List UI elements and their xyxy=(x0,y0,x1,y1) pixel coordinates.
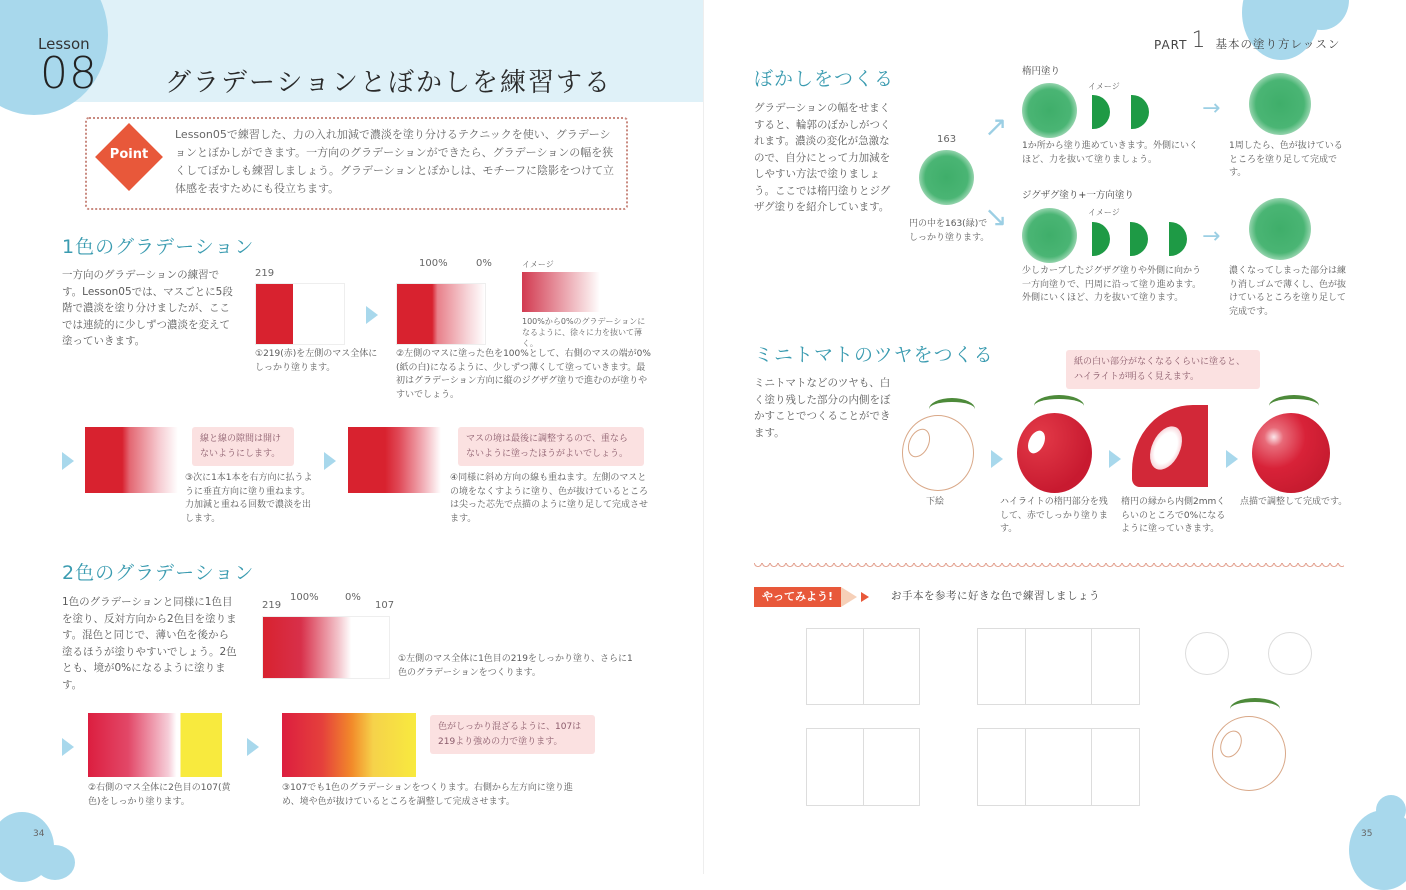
2c-step2-caption: ②右側のマス全体に2色目の107(黄色)をしっかり塗ります。 xyxy=(88,783,231,807)
swatch-2c-step2 xyxy=(88,713,222,777)
tomato-step3: 楕円の縁から内側2mmくらいのところで0%になるように塗っていきます。 xyxy=(1121,497,1226,534)
arrow-right-icon xyxy=(1226,450,1238,468)
tomato-step4: 点描で調整して完成です。 xyxy=(1240,497,1348,507)
swatch-step2 xyxy=(396,283,486,345)
green-circle-method2 xyxy=(1022,208,1077,263)
method2-title: ジグザグ塗り+一方向塗り xyxy=(1022,190,1134,201)
method1-title: 楕円塗り xyxy=(1022,66,1061,77)
tomato-red-1 xyxy=(1017,413,1092,493)
tomato-step2: ハイライトの楕円部分を残して、赤でしっかり塗ります。 xyxy=(1000,497,1108,534)
method2-image-label: イメージ xyxy=(1088,208,1120,217)
image-caption: 100%から0%のグラデーションになるように、徐々に力を抜いて薄く。 xyxy=(522,317,646,348)
tomato-leaves-icon xyxy=(1230,698,1280,720)
image-label: イメージ xyxy=(522,260,554,269)
practice-badge xyxy=(754,587,869,607)
method1-result: 1周したら、色が抜けているところを塗り足して完成です。 xyxy=(1229,141,1343,178)
section-heading-tomato: ミニトマトのツヤをつくる xyxy=(754,344,994,366)
label-100: 100% xyxy=(419,258,448,269)
lesson-label: Lesson xyxy=(38,35,90,53)
section2-intro: 1色のグラデーションと同様に1色目を塗り、反対方向から2色目を塗ります。混色と同じで、薄い色を後から塗るほうが塗りやすいでしょう。2色とも、境が0%になるように塗ります。 xyxy=(62,596,237,691)
color-code-163: 163 xyxy=(937,134,957,145)
swatch-step1 xyxy=(255,283,345,345)
tomato-step1: 下絵 xyxy=(926,497,945,507)
green-circle-method2-result xyxy=(1249,198,1311,260)
section-heading-1color: 1色のグラデーション xyxy=(62,236,255,258)
swatch-step3 xyxy=(85,427,178,493)
point-badge-label: Point xyxy=(109,147,149,162)
image-half-circle-4 xyxy=(1130,222,1148,256)
section1-intro: 一方向のグラデーションの練習です。Lesson05では、マスごとに5段階で濃淡を塗り分けましたが、ここでは連続的に少しずつ濃淡を変えて塗っていきます。 xyxy=(62,269,233,347)
practice-circle-2[interactable] xyxy=(1268,632,1312,675)
pencil-tip-icon xyxy=(841,587,857,607)
running-head-part: PART xyxy=(1154,38,1188,52)
swatch-step4 xyxy=(348,427,441,493)
practice-box-2col-2[interactable] xyxy=(806,728,920,806)
step2-caption: ②左側のマスに塗った色を100%として、右側のマスの端が0%(紙の白)になるように、少しずつ薄くして塗っていきます。最初はグラデーション方向に縦のジグザグ塗りで進むのが塗りやすいでしょう。 xyxy=(396,349,651,400)
play-icon xyxy=(861,592,869,602)
swatch-2c-step3 xyxy=(282,713,416,777)
note-tomato: 紙の白い部分がなくなるくらいに塗ると、ハイライトが明るく見えます。 xyxy=(1066,350,1260,389)
section3-intro: グラデーションの幅をせまくすると、輪郭のぼかしがつくれます。濃淡の変化が急激なので、自分にとって力加減をしやすい方法で塗りましょう。ここでは楕円塗りとジグザグ塗りを紹介しています。 xyxy=(754,102,891,213)
tomato-final xyxy=(1252,413,1330,493)
section-heading-2color: 2色のグラデーション xyxy=(62,562,255,584)
method1-image-label: イメージ xyxy=(1088,82,1120,91)
corner-blob-bottom-left-2 xyxy=(35,845,75,880)
arrow-right-icon xyxy=(366,306,378,324)
green-circle-method1-result xyxy=(1249,73,1311,135)
arrow-right-icon: → xyxy=(1202,96,1221,121)
running-head xyxy=(1154,30,1340,52)
left-page xyxy=(0,0,703,874)
tomato-leaves-icon xyxy=(1269,395,1319,417)
note-2c-step3: 色がしっかり混ざるように、107は219より強めの力で塗ります。 xyxy=(430,715,595,754)
tomato-leaves-icon xyxy=(929,398,975,420)
practice-badge-label: やってみよう! xyxy=(754,587,841,607)
arrow-right-icon xyxy=(1109,450,1121,468)
note-step4: マスの境は最後に調整するので、重ならないように塗ったほうがよいでしょう。 xyxy=(458,427,644,466)
wavy-divider xyxy=(754,563,1344,571)
arrow-right-icon xyxy=(324,452,336,470)
arrow-up-right-icon: ↗ xyxy=(984,110,1008,143)
arrow-right-icon: → xyxy=(1202,224,1221,249)
page-number-right: 35 xyxy=(1361,829,1373,839)
label-0: 0% xyxy=(345,592,361,603)
arrow-right-icon xyxy=(62,738,74,756)
base-caption: 円の中を163(緑)でしっかり塗ります。 xyxy=(909,219,990,243)
tomato-leaves-icon xyxy=(1034,395,1084,417)
arrow-right-icon xyxy=(247,738,259,756)
page-number-left: 34 xyxy=(33,829,45,839)
method2-result: 濃くなってしまった部分は練り消しゴムで薄くし、色が抜けているところを塗り足して完成です。 xyxy=(1229,266,1347,317)
image-half-circle-3 xyxy=(1092,222,1110,256)
image-half-circle-2 xyxy=(1131,95,1149,129)
page-title: グラデーションとぼかしを練習する xyxy=(165,68,612,98)
point-text: Lesson05で練習した、力の入れ加減で濃淡を塗り分けるテクニックを使い、グラデーションとぼかしができます。一方向のグラデーションができたら、グラデーションの幅を狭くしてぼかしも練習しましょう。グラデーションとぼかしは、モチーフに陰影をつけて立体感を表すためにも役立ちます。 xyxy=(175,128,615,195)
note-step3: 線と線の隙間は開けないようにします。 xyxy=(192,427,294,466)
practice-circle-1[interactable] xyxy=(1185,632,1229,675)
section4-intro: ミニトマトなどのツヤも、白く塗り残した部分の内側をぼかすことでつくることができます。 xyxy=(754,377,891,439)
practice-box-3col-1[interactable] xyxy=(977,628,1140,705)
green-circle-method1 xyxy=(1022,83,1077,138)
step4-caption: ④同様に斜め方向の線も重ねます。左側のマスとの境をなくすように塗り、色が抜けているところは尖った芯先で点描のように塗り足して完成させます。 xyxy=(450,473,649,524)
image-half-circle-5 xyxy=(1169,222,1187,256)
image-gradient-sample xyxy=(522,272,600,312)
arrow-right-icon xyxy=(991,450,1003,468)
code-219: 219 xyxy=(262,600,282,611)
swatch-2c-step1 xyxy=(262,616,390,679)
2c-step3-caption: ③107でも1色のグラデーションをつくります。右側から左方向に塗り進め、境や色が抜けているところを調整して完成させます。 xyxy=(282,783,573,807)
2c-step1-caption: ①左側のマス全体に1色目の219をしっかり塗り、さらに1色のグラデーションをつくります。 xyxy=(398,654,633,678)
image-half-circle-1 xyxy=(1092,95,1110,129)
green-circle-base xyxy=(919,150,974,205)
step1-caption: ①219(赤)を左側のマス全体にしっかり塗ります。 xyxy=(255,349,378,373)
label-0: 0% xyxy=(476,258,492,269)
method2-caption: 少しカーブしたジグザグ塗りや外側に向かう一方向塗りで、円周に沿って塗り進めます。外側にいくほど、力を抜いて塗ります。 xyxy=(1022,266,1202,303)
label-100: 100% xyxy=(290,592,319,603)
section-heading-blur: ぼかしをつくる xyxy=(754,68,895,90)
arrow-right-icon xyxy=(62,452,74,470)
code-107: 107 xyxy=(375,600,395,611)
practice-box-2col-1[interactable] xyxy=(806,628,920,705)
step3-caption: ③次に1本1本を右方向に払うように垂直方向に塗り重ねます。力加減と重ねる回数で濃淡を出します。 xyxy=(185,473,313,524)
method1-caption: 1か所から塗り進めていきます。外側にいくほど、力を抜いて塗りましょう。 xyxy=(1022,141,1199,165)
right-page xyxy=(704,0,1406,874)
color-code-219: 219 xyxy=(255,268,275,279)
corner-blob-bottom-right-2 xyxy=(1376,795,1406,825)
lesson-number: 08 xyxy=(40,48,98,99)
practice-instruction: お手本を参考に好きな色で練習しましょう xyxy=(891,590,1100,602)
running-head-title: 基本の塗り方レッスン xyxy=(1215,37,1341,51)
arrow-down-right-icon: ↘ xyxy=(984,200,1008,233)
practice-box-3col-2[interactable] xyxy=(977,728,1140,806)
running-head-num: 1 xyxy=(1191,28,1206,53)
